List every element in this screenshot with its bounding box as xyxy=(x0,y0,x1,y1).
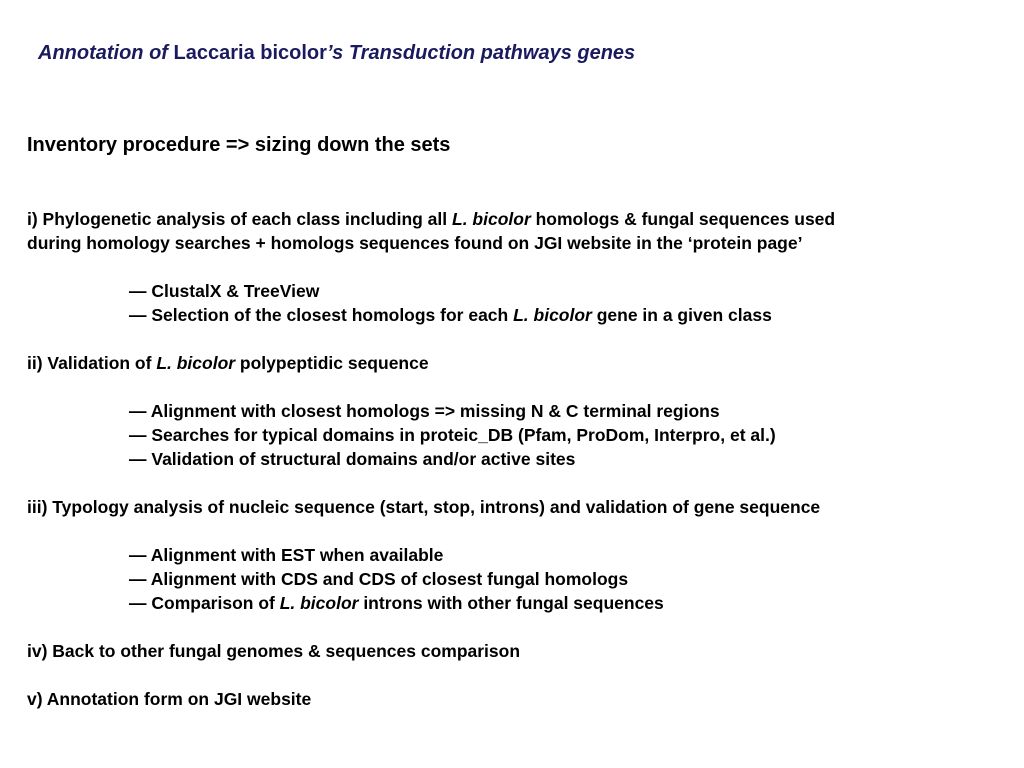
step-3-bullet-1: — Alignment with EST when available xyxy=(129,545,444,565)
step-2-bullet-2: — Searches for typical domains in proteic_DB (Pfam, ProDom, Interpro, et al.) xyxy=(129,425,776,445)
step-1-bullet-1: — ClustalX & TreeView xyxy=(129,281,320,301)
step-2-heading: ii) Validation of L. bicolor polypeptidic sequence xyxy=(27,353,429,373)
slide-title xyxy=(38,42,635,65)
slide-subtitle: Inventory procedure => sizing down the sets xyxy=(27,134,451,156)
step-5-heading: v) Annotation form on JGI website xyxy=(27,689,312,709)
title-part-1: Annotation of xyxy=(38,42,174,64)
step-2-bullet-3: — Validation of structural domains and/or active sites xyxy=(129,449,576,469)
step-3-bullet-2: — Alignment with CDS and CDS of closest fungal homologs xyxy=(129,569,629,589)
step-4-heading: iv) Back to other fungal genomes & sequences comparison xyxy=(27,641,521,661)
title-part-3: ’s Transduction pathways genes xyxy=(326,42,636,64)
step-1-bullet-2: — Selection of the closest homologs for each L. bicolor gene in a given class xyxy=(129,305,772,325)
step-3-bullet-3: — Comparison of L. bicolor introns with other fungal sequences xyxy=(129,593,664,613)
step-3-heading: iii) Typology analysis of nucleic sequence (start, stop, introns) and validation of gene sequence xyxy=(27,497,821,517)
step-2-bullet-1: — Alignment with closest homologs => missing N & C terminal regions xyxy=(129,401,720,421)
procedure-list xyxy=(27,207,1007,711)
step-1-line-1: i) Phylogenetic analysis of each class including all L. bicolor homologs & fungal sequences used xyxy=(27,209,836,229)
step-1-line-2: during homology searches + homologs sequences found on JGI website in the ‘protein page’ xyxy=(27,233,803,253)
title-part-2: Laccaria bicolor xyxy=(173,42,327,64)
